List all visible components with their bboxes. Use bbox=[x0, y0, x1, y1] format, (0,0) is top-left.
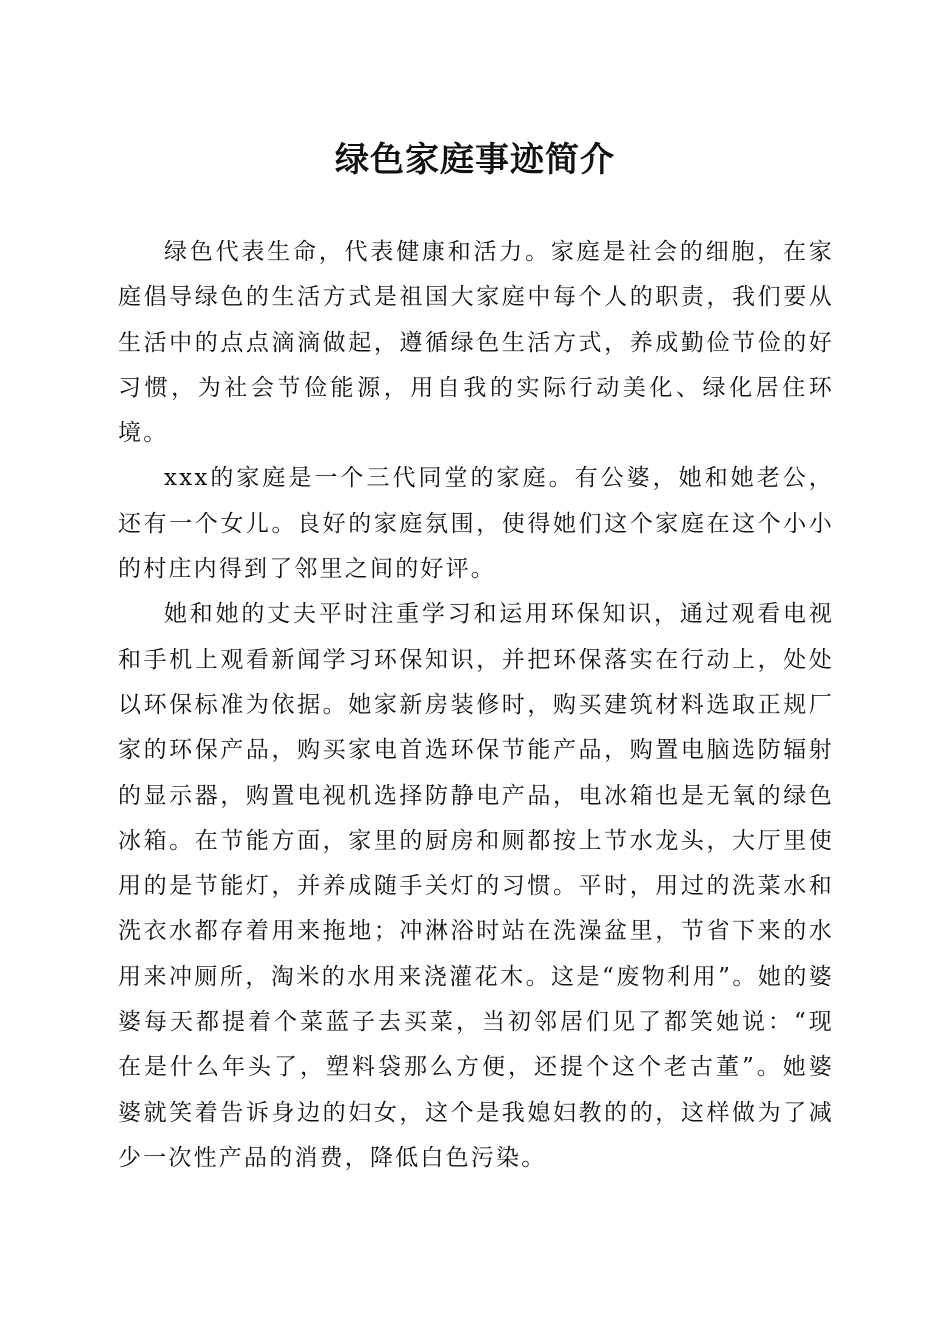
document-body bbox=[118, 230, 834, 1181]
document-title: 绿色家庭事迹简介 bbox=[335, 140, 615, 180]
paragraph-1: 绿色代表生命，代表健康和活力。家庭是社会的细胞，在家庭倡导绿色的生活方式是祖国大家庭中每个人的职责，我们要从生活中的点点滴滴做起，遵循绿色生活方式，养成勤俭节俭的好习惯，为社会节俭能源，用自我的实际行动美化、绿化居住环境。 bbox=[118, 239, 834, 447]
paragraph-2: xxx的家庭是一个三代同堂的家庭。有公婆，她和她老公，还有一个女儿。良好的家庭氛围，使得她们这个家庭在这个小小的村庄内得到了邻里之间的好评。 bbox=[118, 465, 834, 583]
paragraph-3: 她和她的丈夫平时注重学习和运用环保知识，通过观看电视和手机上观看新闻学习环保知识，并把环保落实在行动上，处处以环保标准为依据。她家新房装修时，购买建筑材料选取正规厂家的环保产品，购买家电首选环保节能产品，购置电脑选防辐射的显示器，购置电视机选择防静电产品，电冰箱也是无氧的绿色冰箱。在节能方面，家里的厨房和厕都按上节水龙头，大厅里使用的是节能灯，并养成随手关灯的习惯。平时，用过的洗菜水和洗衣水都存着用来拖地；冲淋浴时站在洗澡盆里，节省下来的水用来冲厕所，淘米的水用来浇灌花木。这是“废物利用”。她的婆婆每天都提着个菜蓝子去买菜，当初邻居们见了都笑她说：“现在是什么年头了，塑料袋那么方便，还提个这个老古董”。她婆婆就笑着告诉身边的妇女，这个是我媳妇教的的，这样做为了减少一次性产品的消费，降低白色污染。 bbox=[118, 601, 834, 1171]
